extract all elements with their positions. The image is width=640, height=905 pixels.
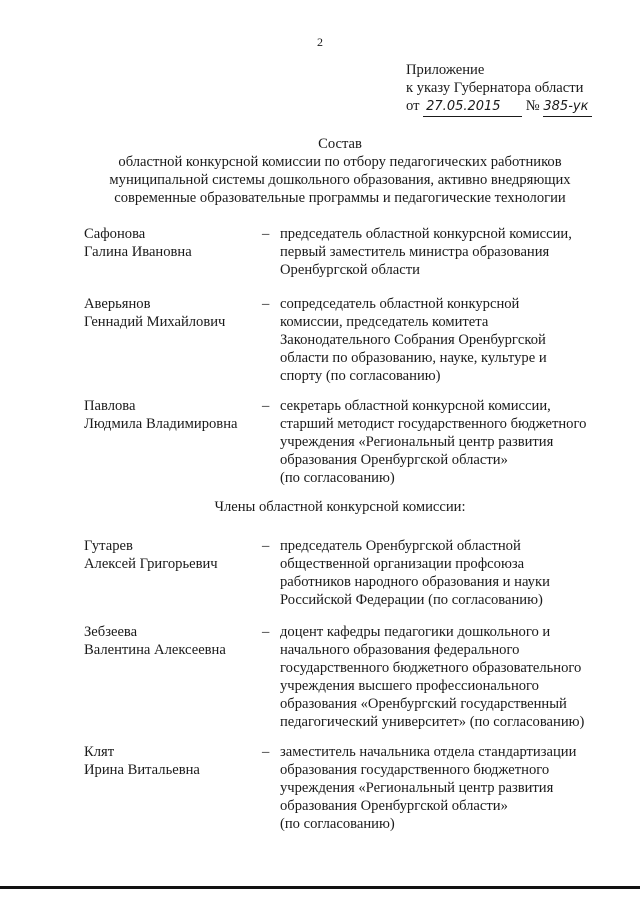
role-line: Законодательного Собрания Оренбургской (280, 332, 546, 348)
role-line: образования Оренбургской области» (280, 798, 508, 814)
member-name (84, 538, 254, 574)
member-name (84, 624, 254, 660)
title-line: современные образовательные программы и педагогические технологии (114, 190, 566, 206)
member-given-names: Галина Ивановна (84, 244, 192, 260)
role-line: заместитель начальника отдела стандартизации (280, 744, 577, 760)
role-line: государственного бюджетного образовательного (280, 660, 582, 676)
dash-separator: – (262, 744, 270, 760)
member-given-names: Валентина Алексеевна (84, 642, 226, 658)
member-surname: Сафонова (84, 226, 146, 242)
role-line: комиссии, председатель комитета (280, 314, 489, 330)
member-surname: Павлова (84, 398, 136, 414)
member-name (84, 744, 254, 780)
appendix-header (406, 62, 636, 116)
role-line: сопредседатель областной конкурсной (280, 296, 520, 312)
role-line: (по согласованию) (280, 470, 395, 486)
member-name (84, 296, 254, 332)
dash-separator: – (262, 538, 270, 554)
role-line: начального образования федерального (280, 642, 520, 658)
dash-separator: – (262, 296, 270, 312)
member-given-names: Людмила Владимировна (84, 416, 238, 432)
date-prefix: от (406, 98, 420, 114)
role-line: доцент кафедры педагогики дошкольного и (280, 624, 551, 640)
number-prefix: № (525, 98, 540, 114)
role-line: старший методист государственного бюджетного (280, 416, 587, 432)
role-line: образования «Оренбургский государственный (280, 696, 567, 712)
member-role (280, 744, 610, 834)
role-line: первый заместитель министра образования (280, 244, 550, 260)
role-line: Российской Федерации (по согласованию) (280, 592, 543, 608)
role-line: учреждения «Региональный центр развития (280, 434, 554, 450)
appendix-decree-ref: к указу Губернатора области (406, 80, 584, 96)
role-line: секретарь областной конкурсной комиссии, (280, 398, 551, 414)
member-role (280, 398, 610, 488)
role-line: работников народного образования и науки (280, 574, 550, 590)
appendix-date-line (406, 98, 636, 116)
role-line: педагогический университет» (по согласованию) (280, 714, 585, 730)
role-line: учреждения высшего профессионального (280, 678, 539, 694)
member-name (84, 226, 254, 262)
appendix-title: Приложение (406, 62, 485, 78)
member-given-names: Геннадий Михайлович (84, 314, 226, 330)
member-name (84, 398, 254, 434)
member-role (280, 226, 610, 280)
title-line: областной конкурсной комиссии по отбору педагогических работников (118, 154, 562, 170)
role-line: общественной организации профсоюза (280, 556, 525, 572)
member-surname: Клят (84, 744, 115, 760)
member-surname: Гутарев (84, 538, 133, 554)
role-line: учреждения «Региональный центр развития (280, 780, 554, 796)
member-role (280, 538, 610, 610)
member-surname: Зебзеева (84, 624, 138, 640)
page-number: 2 (317, 35, 323, 49)
dash-separator: – (262, 398, 270, 414)
member-role (280, 296, 610, 386)
title-line: муниципальной системы дошкольного образования, активно внедряющих (109, 172, 571, 188)
member-role (280, 624, 610, 732)
member-given-names: Алексей Григорьевич (84, 556, 218, 572)
title-heading: Состав (318, 136, 362, 152)
scan-edge-line (0, 886, 640, 889)
member-surname: Аверьянов (84, 296, 151, 312)
role-line: председатель Оренбургской областной (280, 538, 521, 554)
handwritten-date: 27.05.2015 (423, 98, 522, 117)
section-heading: Члены областной конкурсной комиссии: (214, 499, 466, 515)
role-line: председатель областной конкурсной комиссии, (280, 226, 572, 242)
member-given-names: Ирина Витальевна (84, 762, 200, 778)
role-line: Оренбургской области (280, 262, 420, 278)
handwritten-number: 385-ук (543, 98, 592, 117)
dash-separator: – (262, 624, 270, 640)
dash-separator: – (262, 226, 270, 242)
role-line: области по образованию, науке, культуре и (280, 350, 547, 366)
role-line: образования государственного бюджетного (280, 762, 550, 778)
role-line: (по согласованию) (280, 816, 395, 832)
document-title (40, 136, 640, 208)
role-line: образования Оренбургской области» (280, 452, 508, 468)
role-line: спорту (по согласованию) (280, 368, 441, 384)
